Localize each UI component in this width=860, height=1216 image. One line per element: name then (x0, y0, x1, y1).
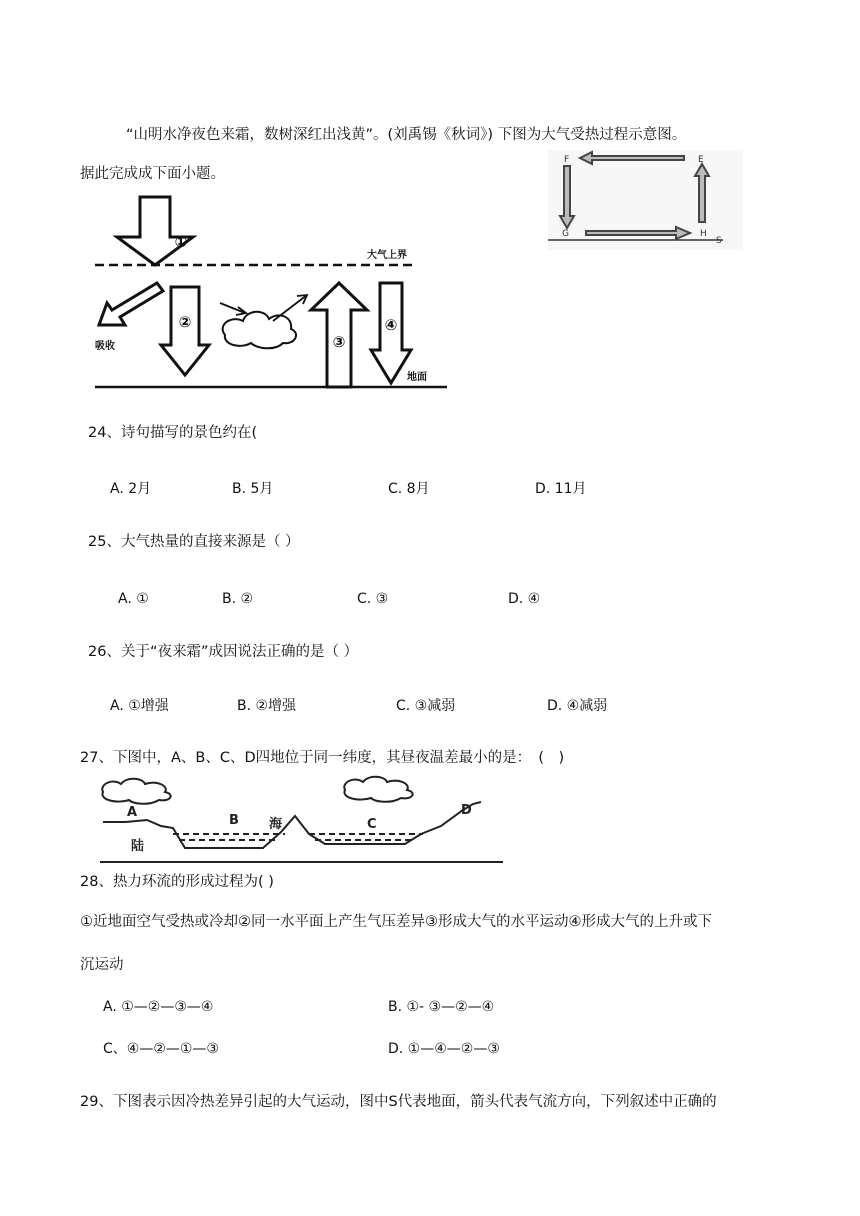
q28-option-d[interactable]: D. ①—④—②—③ (388, 1041, 500, 1057)
q24-option-d[interactable]: D. 11月 (535, 481, 587, 497)
q25-option-d[interactable]: D. ④ (508, 591, 541, 607)
q24-option-b[interactable]: B. 5月 (232, 481, 274, 497)
q24-stem: 24、诗句描写的景色约在( (88, 425, 258, 441)
land-sea-abcd-figure (95, 776, 505, 868)
label-sea: 海 (269, 817, 283, 832)
label-f: F (564, 155, 570, 165)
label-upper-atmosphere: 大气上界 (367, 250, 407, 261)
atmosphere-heating-figure (95, 195, 455, 395)
label-a: A (127, 805, 138, 820)
intro-line-1: “山明水净夜色来霜，数树深红出浅黄”。(刘禹锡《秋词》) 下图为大气受热过程示意图。 (126, 127, 687, 143)
q26-option-b[interactable]: B. ②增强 (237, 698, 297, 714)
label-h: H (700, 229, 707, 239)
q28-stem: 28、热力环流的形成过程为( ) (80, 874, 274, 890)
label-absorb: 吸收 (95, 341, 115, 352)
q26-option-c[interactable]: C. ③减弱 (396, 698, 456, 714)
q28-desc-line-1: ①近地面空气受热或冷却②同一水平面上产生气压差异③形成大气的水平运动④形成大气的上升或下 (80, 914, 712, 930)
label-land: 陆 (131, 839, 145, 854)
intro-line-2: 据此完成成下面小题。 (80, 166, 225, 182)
q26-option-a[interactable]: A. ①增强 (110, 698, 169, 714)
label-s: S (716, 236, 722, 246)
label-n1: ① (174, 233, 188, 251)
q25-option-c[interactable]: C. ③ (357, 591, 389, 607)
q24-option-c[interactable]: C. 8月 (388, 481, 430, 497)
q25-stem: 25、大气热量的直接来源是（ ） (88, 534, 300, 550)
q28-option-a[interactable]: A. ①—②—③—④ (103, 999, 214, 1015)
label-n2: ② (178, 313, 192, 331)
q29-stem: 29、下图表示因冷热差异引起的大气运动，图中S代表地面，箭头代表气流方向，下列叙述中正确的 (80, 1094, 717, 1110)
q26-stem: 26、关于“夜来霜”成因说法正确的是（ ） (88, 644, 359, 660)
label-e: E (698, 155, 704, 165)
q28-option-b[interactable]: B. ①- ③—②—④ (388, 999, 495, 1015)
label-ground: 地面 (407, 372, 427, 383)
q26-option-d[interactable]: D. ④减弱 (547, 698, 608, 714)
label-d: D (461, 803, 472, 818)
label-c: C (367, 817, 377, 832)
label-b: B (229, 813, 239, 828)
label-g: G (562, 229, 569, 239)
label-n3: ③ (332, 333, 346, 351)
label-n4: ④ (384, 316, 398, 334)
q25-option-a[interactable]: A. ① (118, 591, 149, 607)
q28-desc-line-2: 沉运动 (80, 957, 124, 973)
q25-option-b[interactable]: B. ② (222, 591, 254, 607)
circulation-efgh-figure (548, 150, 743, 250)
q24-option-a[interactable]: A. 2月 (110, 481, 152, 497)
q28-option-c[interactable]: C、④—②—①—③ (103, 1041, 219, 1057)
q27-stem: 27、下图中，A、B、C、D四地位于同一纬度，其昼夜温差最小的是： ( ) (80, 750, 565, 766)
